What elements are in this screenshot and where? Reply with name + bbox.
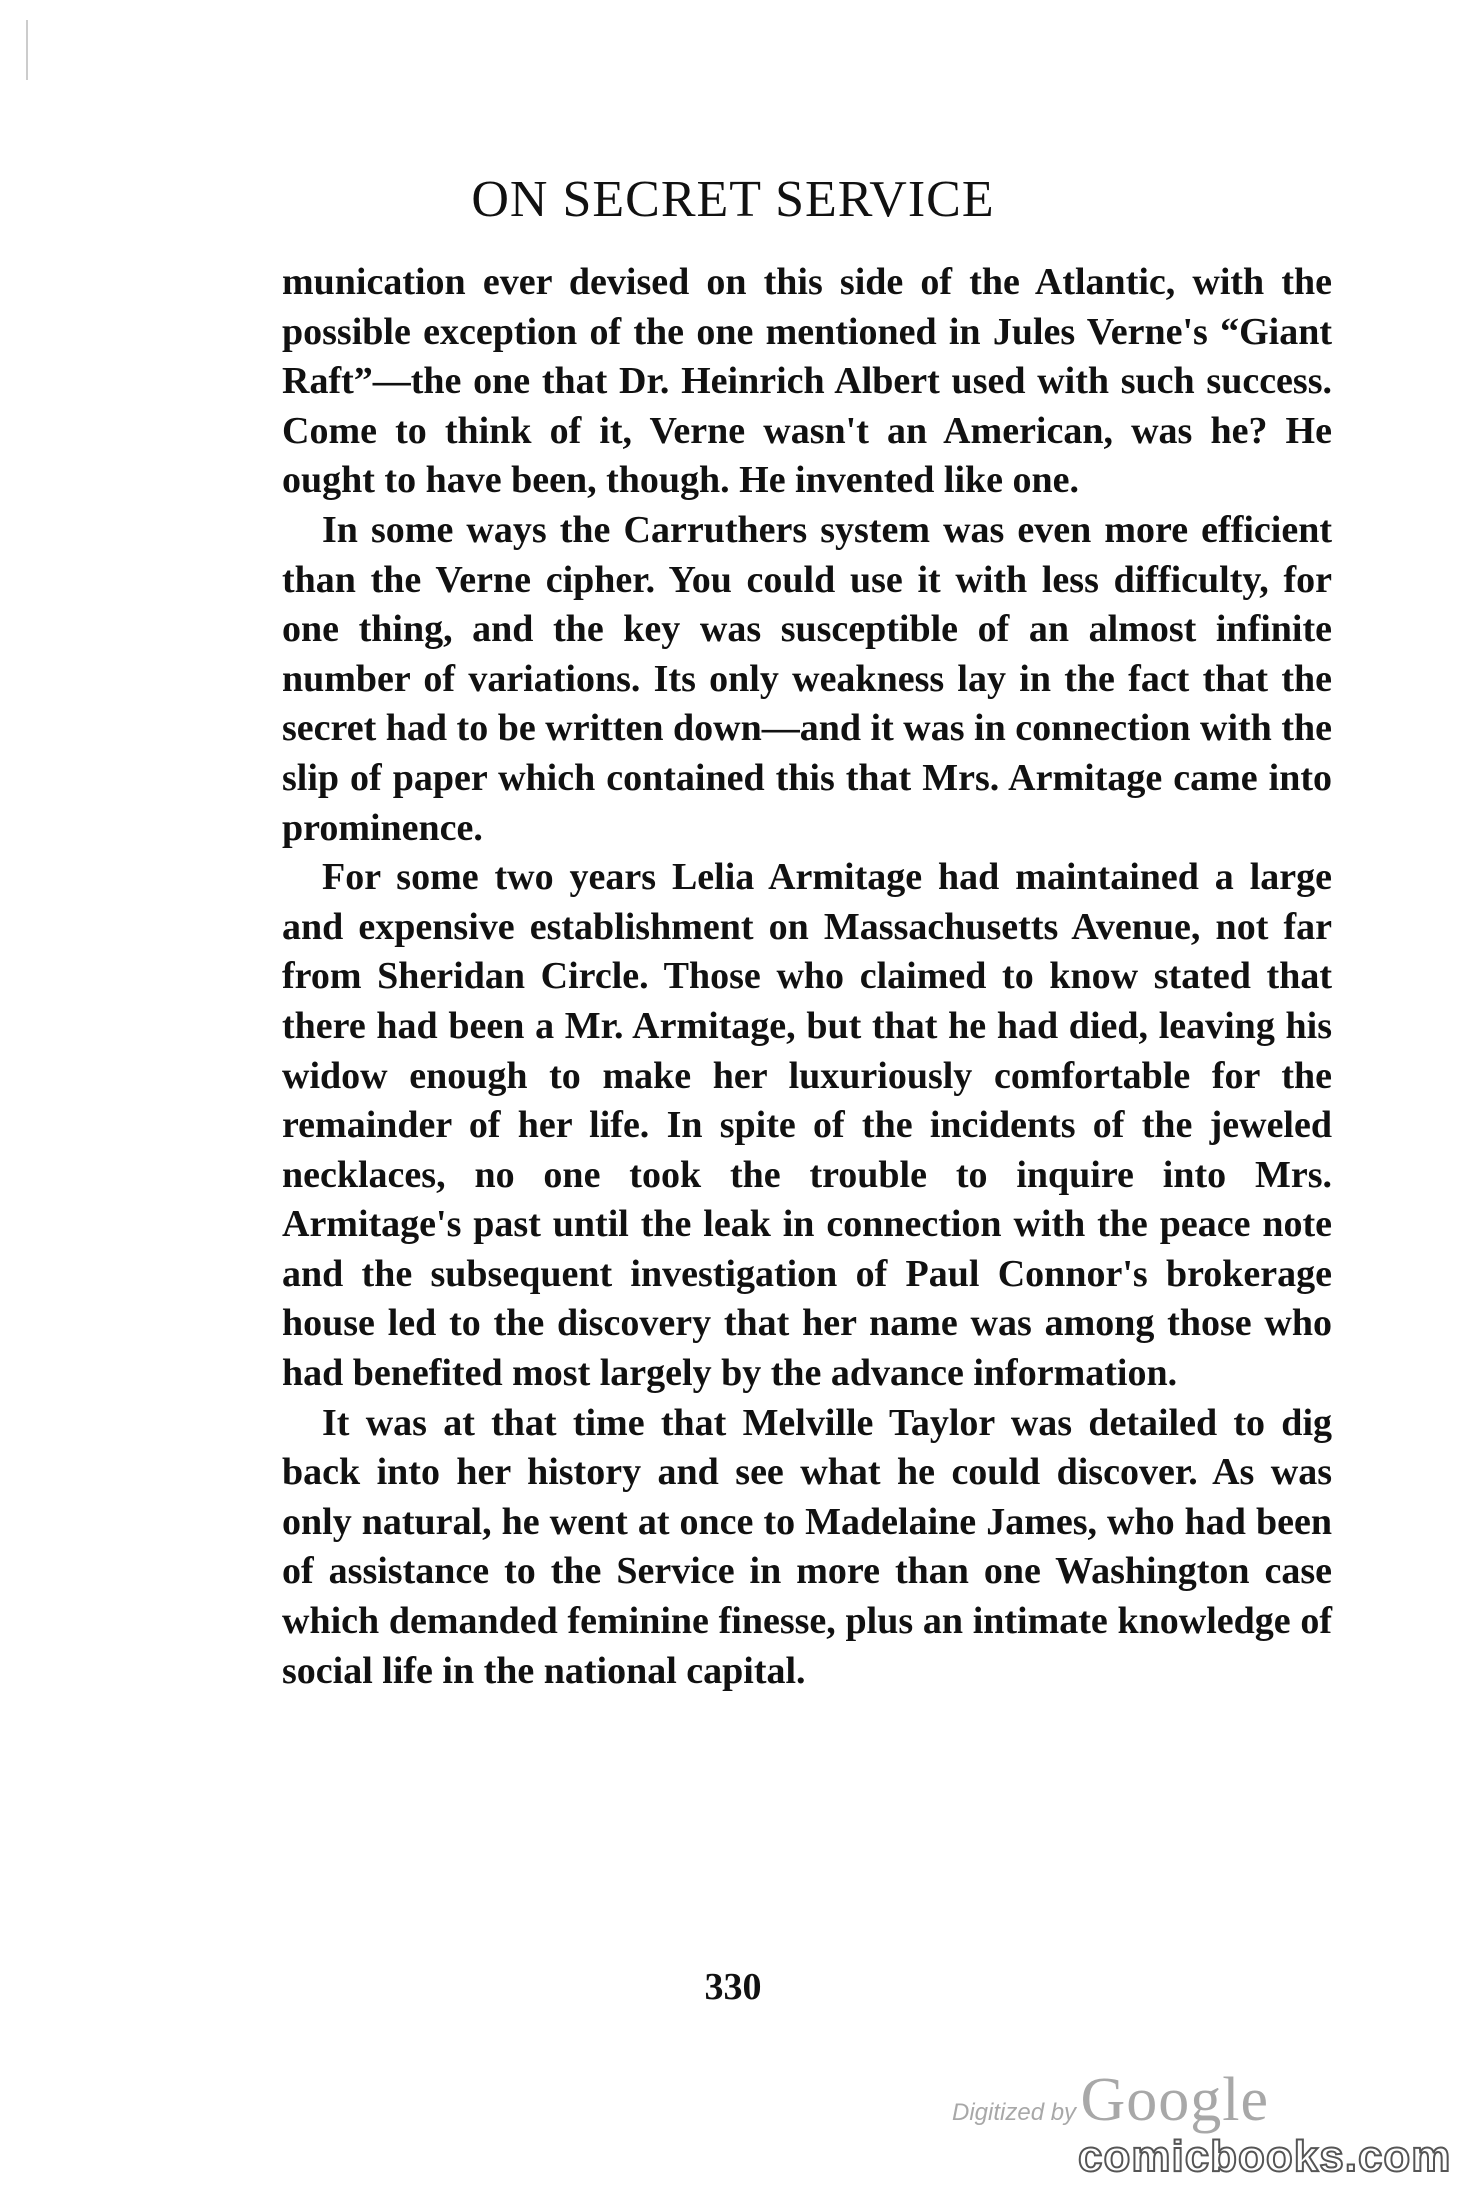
paragraph: In some ways the Carruthers system was even more efficient than the Verne cipher. You could use it with less difficulty, for one thing, and the key was susceptible of an almost infinite number of variations. Its only weakness lay in the fact that the secret had to be written down—and it was in connection with the slip of paper which contained this that Mrs. Armitage came into prominence. <box>282 508 1332 849</box>
body-text <box>282 258 1332 1696</box>
site-watermark: comicbooks.com <box>1078 2132 1452 2181</box>
paragraph: For some two years Lelia Armitage had maintained a large and expensive establishment on Massachusetts Avenue, not far from Sheridan Circle. Those who claimed to know stated that there had been a Mr. Armitage, but that he had died, leaving his widow enough to make her luxuriously comfortable for the remainder of her life. In spite of the incidents of the jeweled necklaces, no one took the trouble to inquire into Mrs. Armitage's past until the leak in connection with the peace note and the subsequent investigation of Paul Connor's brokerage house led to the discovery that her name was among those who had benefited most largely by the advance information. <box>282 856 1332 1395</box>
google-watermark <box>952 2065 1269 2136</box>
digitized-by-label: Digitized by <box>952 2099 1077 2126</box>
google-logo-text: Google <box>1080 2066 1270 2134</box>
page-number: 330 <box>704 1966 762 2008</box>
running-head: ON SECRET SERVICE <box>471 171 995 228</box>
paragraph: munication ever devised on this side of the Atlantic, with the possible exception of the one mentioned in Jules Verne's “Giant Raft”—the one that Dr. Heinrich Albert used with such success. Come to think of it, Verne wasn't an American, was he? He ought to have been, though. He invented like one. <box>282 261 1332 502</box>
paragraph: It was at that time that Melville Taylor was detailed to dig back into her history and see what he could discover. As was only natural, he went at once to Madelaine James, who had been of assistance to the Service in more than one Washington case which demanded feminine finesse, plus an intimate knowledge of social life in the national capital. <box>282 1401 1332 1692</box>
binding-edge <box>26 20 28 80</box>
